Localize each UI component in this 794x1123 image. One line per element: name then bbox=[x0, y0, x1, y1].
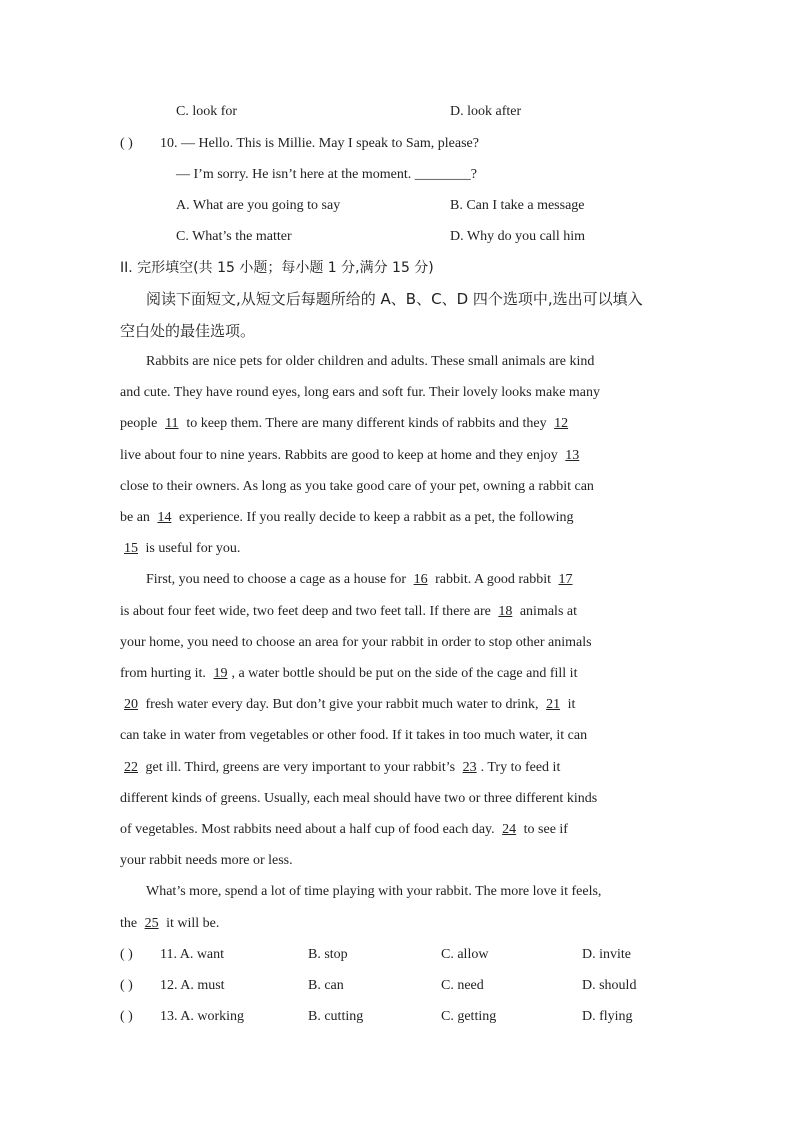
passage-text: to keep them. There are many different kinds of rabbits and they bbox=[182, 416, 551, 431]
passage-line bbox=[120, 447, 583, 465]
q10-blank: ________ bbox=[414, 167, 471, 182]
passage-line bbox=[120, 415, 572, 433]
passage-text: animals at bbox=[516, 604, 577, 619]
passage-text: , a water bottle should be put on the side of the cage and fill it bbox=[231, 666, 578, 681]
passage-line: your home, you need to choose an area for your rabbit in order to stop other animals bbox=[120, 635, 592, 650]
blank-13: 13 bbox=[565, 448, 580, 463]
option-a: 12. A. must bbox=[160, 978, 225, 993]
answer-paren: ( ) bbox=[120, 978, 133, 993]
passage-line bbox=[120, 540, 240, 558]
option-c: C. need bbox=[441, 978, 484, 993]
passage-line bbox=[120, 603, 577, 621]
blank-16: 16 bbox=[413, 572, 428, 587]
passage-line: close to their owners. As long as you take good care of your pet, owning a rabbit can bbox=[120, 479, 594, 494]
passage-text: get ill. Third, greens are very important to your rabbit’s bbox=[142, 760, 459, 775]
passage-line: can take in water from vegetables or other food. If it takes in too much water, it can bbox=[120, 728, 588, 743]
passage-text: is useful for you. bbox=[142, 541, 241, 556]
passage-text: it bbox=[564, 697, 576, 712]
option-b: B. stop bbox=[308, 947, 348, 962]
section-heading: II. 完形填空(共 15 小题；每小题 1 分,满分 15 分) bbox=[120, 260, 434, 276]
passage-line bbox=[120, 665, 577, 683]
q10-reply bbox=[176, 166, 477, 184]
passage-line: different kinds of greens. Usually, each meal should have two or three different kinds bbox=[120, 791, 598, 806]
passage-line bbox=[146, 571, 576, 589]
q10-reply-end: ? bbox=[470, 167, 477, 182]
blank-15: 15 bbox=[124, 541, 138, 556]
passage-text: . Try to feed it bbox=[480, 760, 561, 775]
q10-option-d: D. Why do you call him bbox=[450, 229, 586, 244]
passage-text: to see if bbox=[520, 822, 568, 837]
q10-reply-text: — I’m sorry. He isn’t here at the moment. bbox=[176, 167, 415, 182]
passage-text: of vegetables. Most rabbits need about a half cup of food each day. bbox=[120, 822, 499, 837]
passage-text: fresh water every day. But don’t give your rabbit much water to drink, bbox=[142, 697, 543, 712]
passage-line: and cute. They have round eyes, long ears and soft fur. Their lovely looks make many bbox=[120, 385, 601, 400]
option-c: C. getting bbox=[441, 1009, 497, 1024]
passage-line bbox=[120, 821, 568, 839]
answer-paren: ( ) bbox=[120, 947, 133, 962]
passage-text: be an bbox=[120, 510, 154, 525]
section-instructions-line2: 空白处的最佳选项。 bbox=[120, 322, 256, 340]
q10-stem: 10. — Hello. This is Millie. May I speak to Sam, please? bbox=[160, 136, 479, 151]
option-a: 11. A. want bbox=[160, 947, 225, 962]
option-d: D. flying bbox=[582, 1009, 633, 1024]
q10-option-a: A. What are you going to say bbox=[176, 198, 341, 213]
passage-text: live about four to nine years. Rabbits are good to keep at home and they enjoy bbox=[120, 448, 562, 463]
option-d: D. should bbox=[582, 978, 637, 993]
option-b: B. can bbox=[308, 978, 344, 993]
blank-12: 12 bbox=[554, 416, 569, 431]
option-d: D. invite bbox=[582, 947, 631, 962]
blank-20: 20 bbox=[124, 697, 138, 712]
blank-11: 11 bbox=[165, 416, 179, 431]
q10-answer-paren: ( ) bbox=[120, 136, 133, 151]
q10-option-c: C. What’s the matter bbox=[176, 229, 292, 244]
passage-text: people bbox=[120, 416, 161, 431]
blank-17: 17 bbox=[558, 572, 573, 587]
option-b: B. cutting bbox=[308, 1009, 364, 1024]
passage-text: it will be. bbox=[162, 916, 220, 931]
blank-25: 25 bbox=[144, 916, 159, 931]
passage-line bbox=[120, 509, 574, 527]
q9-option-d: D. look after bbox=[450, 104, 522, 119]
blank-19: 19 bbox=[213, 666, 228, 681]
option-a: 13. A. working bbox=[160, 1009, 244, 1024]
section-instructions-line1: 阅读下面短文,从短文后每题所给的 A、B、C、D 四个选项中,选出可以填入 bbox=[146, 290, 643, 308]
passage-line bbox=[120, 915, 219, 933]
q10-option-b: B. Can I take a message bbox=[450, 198, 585, 213]
blank-14: 14 bbox=[157, 510, 172, 525]
passage-line: Rabbits are nice pets for older children and adults. These small animals are kind bbox=[146, 354, 595, 369]
passage-text: First, you need to choose a cage as a house for bbox=[146, 572, 410, 587]
answer-paren: ( ) bbox=[120, 1009, 133, 1024]
blank-21: 21 bbox=[546, 697, 561, 712]
passage-text: is about four feet wide, two feet deep and two feet tall. If there are bbox=[120, 604, 495, 619]
passage-text: experience. If you really decide to keep a rabbit as a pet, the following bbox=[175, 510, 574, 525]
passage-line: your rabbit needs more or less. bbox=[120, 853, 293, 868]
passage-line: What’s more, spend a lot of time playing with your rabbit. The more love it feels, bbox=[146, 884, 602, 899]
blank-23: 23 bbox=[462, 760, 477, 775]
passage-line bbox=[120, 759, 560, 777]
q9-option-c: C. look for bbox=[176, 104, 238, 119]
passage-text: the bbox=[120, 916, 141, 931]
blank-24: 24 bbox=[502, 822, 517, 837]
passage-line bbox=[120, 696, 575, 714]
passage-text: from hurting it. bbox=[120, 666, 210, 681]
option-c: C. allow bbox=[441, 947, 489, 962]
blank-18: 18 bbox=[498, 604, 513, 619]
passage-text: rabbit. A good rabbit bbox=[431, 572, 555, 587]
blank-22: 22 bbox=[124, 760, 138, 775]
